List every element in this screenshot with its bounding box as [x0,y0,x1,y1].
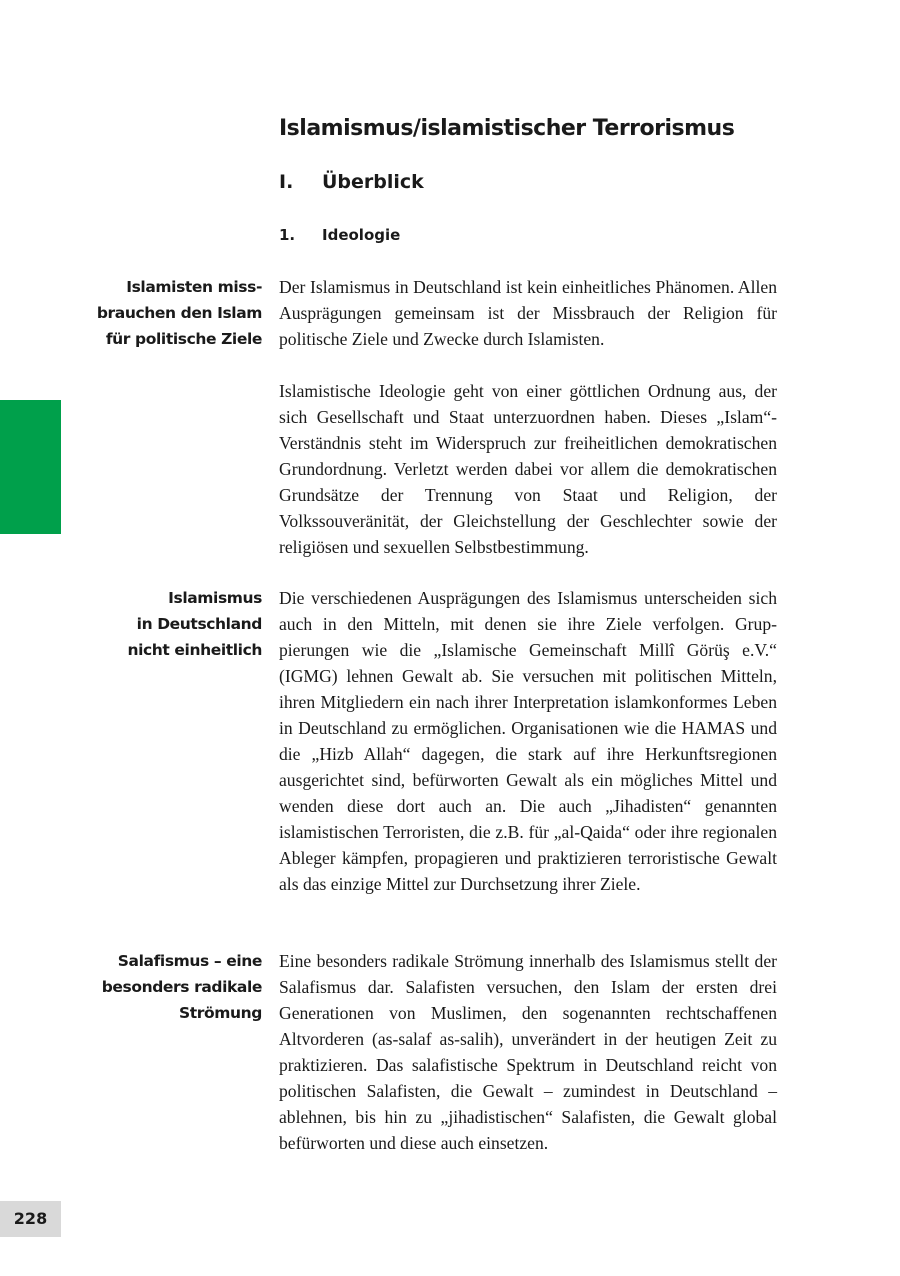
section-number: I. [279,171,294,193]
page-title: Islamismus/islamistischer Terrorismus [279,116,735,141]
margin-note-line: Islamisten miss- [126,278,262,296]
paragraph-4: Eine besonders radikale Strömung innerhalb des Islamismus stellt der Salafismus dar. Salafisten versuchen, den Islam der ersten drei Generationen von Muslimen, den sogenannten rechtschaffenen Altvorderen (as-salaf as-salih), unverändert in der heutigen Zeit zu praktizieren. Das salafistische Spektrum in Deutschland reicht von politischen Salafisten, die Gewalt – zumindest in Deutschland – ablehnen, bis hin zu „jihadistischen“ Salafisten, die Gewalt global befürworten und diese auch einsetzen. [279,951,777,1153]
margin-note-3 [80,948,262,1026]
margin-note-line: nicht einheitlich [127,641,262,659]
margin-note-line: besonders radikale [101,978,262,996]
margin-note-line: Islamismus [168,589,262,607]
subsection-heading-text: Ideologie [322,226,401,244]
margin-note-line: in Deutschland [136,615,262,633]
margin-note-1 [80,274,262,352]
margin-note-line: für politische Ziele [105,330,262,348]
subsection-heading [279,223,400,247]
subsection-number: 1. [279,226,296,244]
paragraph-2: Islamistische Ideologie geht von einer göttlichen Ordnung aus, der sich Gesellschaft und Staat unterzuordnen haben. Dieses „Islam“-Verständnis steht im Widerspruch zur freiheitlichen demokratischen Grundordnung. Verletzt werden dabei vor allem die demokratischen Grundsätze der Trennung von Staat und Religion, der Volkssouveränität, der Gleichstellung der Geschlechter sowie der religiösen und sexuellen Selbstbestimmung. [279,381,777,557]
margin-note-line: Salafismus – eine [117,952,262,970]
paragraph-1: Der Islamismus in Deutschland ist kein einheitliches Phänomen. Allen Ausprägungen gemeinsam ist der Missbrauch der Religion für politische Ziele und Zwecke durch Islamisten. [279,277,777,349]
margin-note-line: Strömung [179,1004,262,1022]
margin-note-2 [80,585,262,663]
paragraph-3: Die verschiedenen Ausprägungen des Islamismus unterscheiden sich auch in den Mitteln, mit denen sie ihre Ziele verfolgen. Gruppierungen wie die „Islamische Gemeinschaft Millî Görüş e.V.“ (IGMG) lehnen Gewalt ab. Sie versuchen mit politischen Mitteln, ihren Mitgliedern ein nach ihrer Interpretation islamkonformes Leben in Deutschland zu ermöglichen. Organisationen wie die HAMAS und die „Hizb Allah“ dagegen, die stark auf ihre Herkunftsregionen ausgerichtet sind, befürworten Gewalt als ein mögliches Mittel und wenden diese dort auch an. Die auch „Jihadisten“ genannten islamistischen Terroristen, die z.B. für „al-Qaida“ oder ihre regionalen Ableger kämpfen, propagieren und praktizieren terroristische Gewalt als das einzige Mittel zur Durchsetzung ihrer Ziele. [279,588,777,894]
page-number: 228 [0,1201,61,1237]
section-heading [279,168,424,196]
margin-note-line: brauchen den Islam [96,304,262,322]
section-heading-text: Überblick [322,171,424,193]
chapter-color-tab [0,400,61,534]
